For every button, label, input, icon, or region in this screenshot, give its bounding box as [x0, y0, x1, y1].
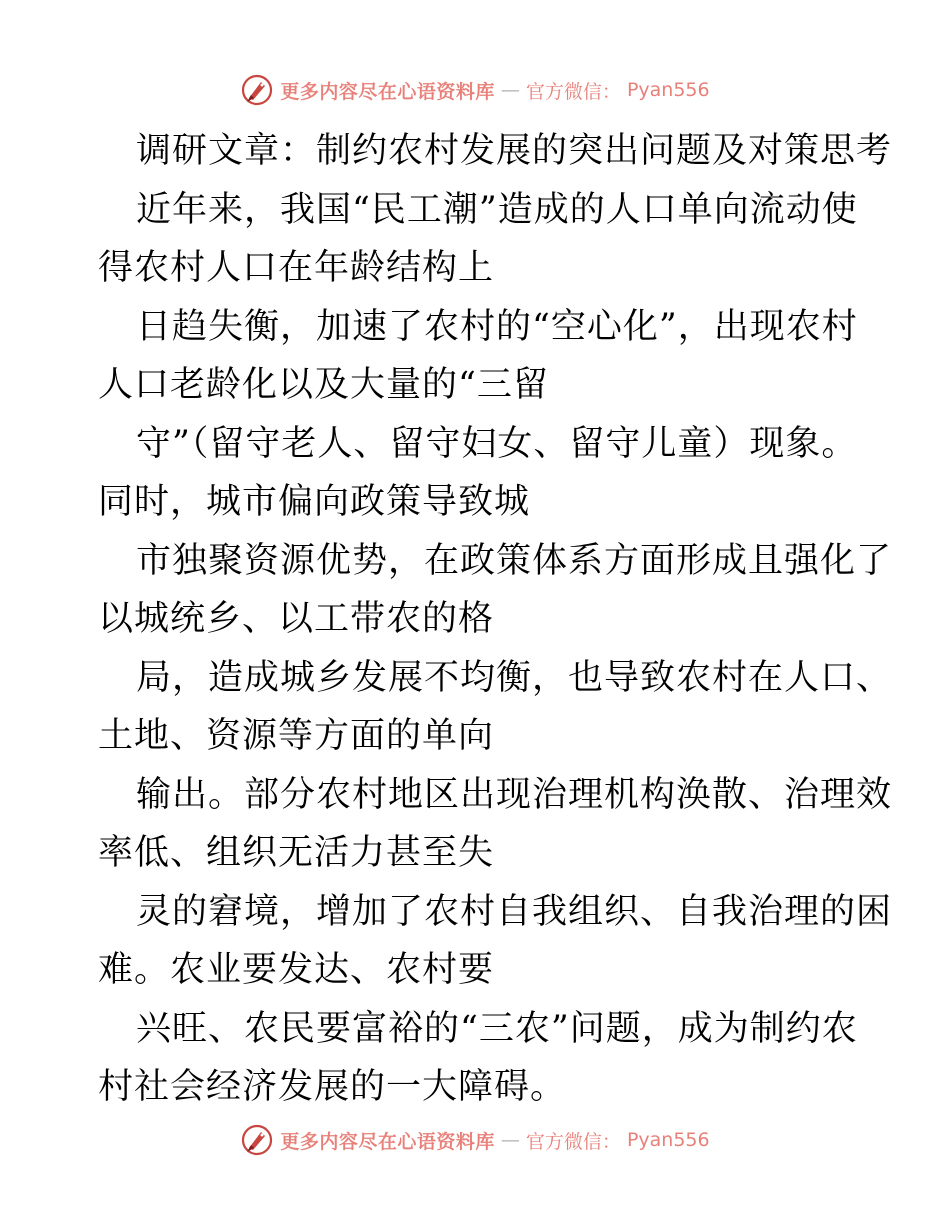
paragraph-line: 守”（留守老人、留守妇女、留守儿童）现象。: [136, 423, 858, 464]
watermark-wechat-id: Pyan556: [626, 1129, 710, 1151]
paragraph-line: 局，造成城乡发展不均衡，也导致农村在人口、: [136, 657, 893, 698]
paragraph-line: 同时，城市偏向政策导致城: [98, 482, 531, 522]
paragraph-line: 以城统乡、以工带农的格: [98, 599, 495, 639]
paragraph-line: 市独聚资源优势，在政策体系方面形成且强化了: [136, 540, 893, 581]
paragraph-line: 人口老龄化以及大量的“三留: [98, 365, 549, 405]
paragraph-line: 土地、资源等方面的单向: [98, 716, 495, 756]
header-watermark: [0, 70, 950, 110]
paragraph-line: 率低、组织无活力甚至失: [98, 833, 495, 873]
paragraph-line: 村社会经济发展的一大障碍。: [98, 1067, 567, 1107]
watermark-text: 更多内容尽在心语资料库: [280, 80, 495, 103]
paragraph-line: 兴旺、农民要富裕的“三农”问题，成为制约农: [136, 1008, 858, 1049]
watermark-wechat-id: Pyan556: [626, 79, 710, 101]
document-title: 调研文章：制约农村发展的突出问题及对策思考: [136, 131, 893, 171]
watermark-text: 更多内容尽在心语资料库: [280, 1130, 495, 1153]
paragraph-line: 难。农业要发达、农村要: [98, 950, 495, 990]
paragraph-line: 灵的窘境，增加了农村自我组织、自我治理的困: [136, 891, 893, 932]
paragraph-line: 输出。部分农村地区出现治理机构涣散、治理效: [136, 774, 893, 815]
footer-watermark: [0, 1120, 950, 1160]
paragraph-line: 得农村人口在年龄结构上: [98, 248, 495, 288]
watermark-wechat-label: 官方微信：: [525, 80, 621, 103]
paragraph-line: 日趋失衡，加速了农村的“空心化”，出现农村: [136, 306, 858, 347]
watermark-separator: —: [500, 79, 520, 101]
document-body: [98, 122, 893, 1117]
watermark-separator: —: [500, 1129, 520, 1151]
paragraph-line: 近年来，我国“民工潮”造成的人口单向流动使: [136, 189, 858, 230]
watermark-wechat-label: 官方微信：: [525, 1130, 621, 1153]
pen-nib-logo-icon: [240, 73, 274, 107]
pen-nib-logo-icon: [240, 1123, 274, 1157]
